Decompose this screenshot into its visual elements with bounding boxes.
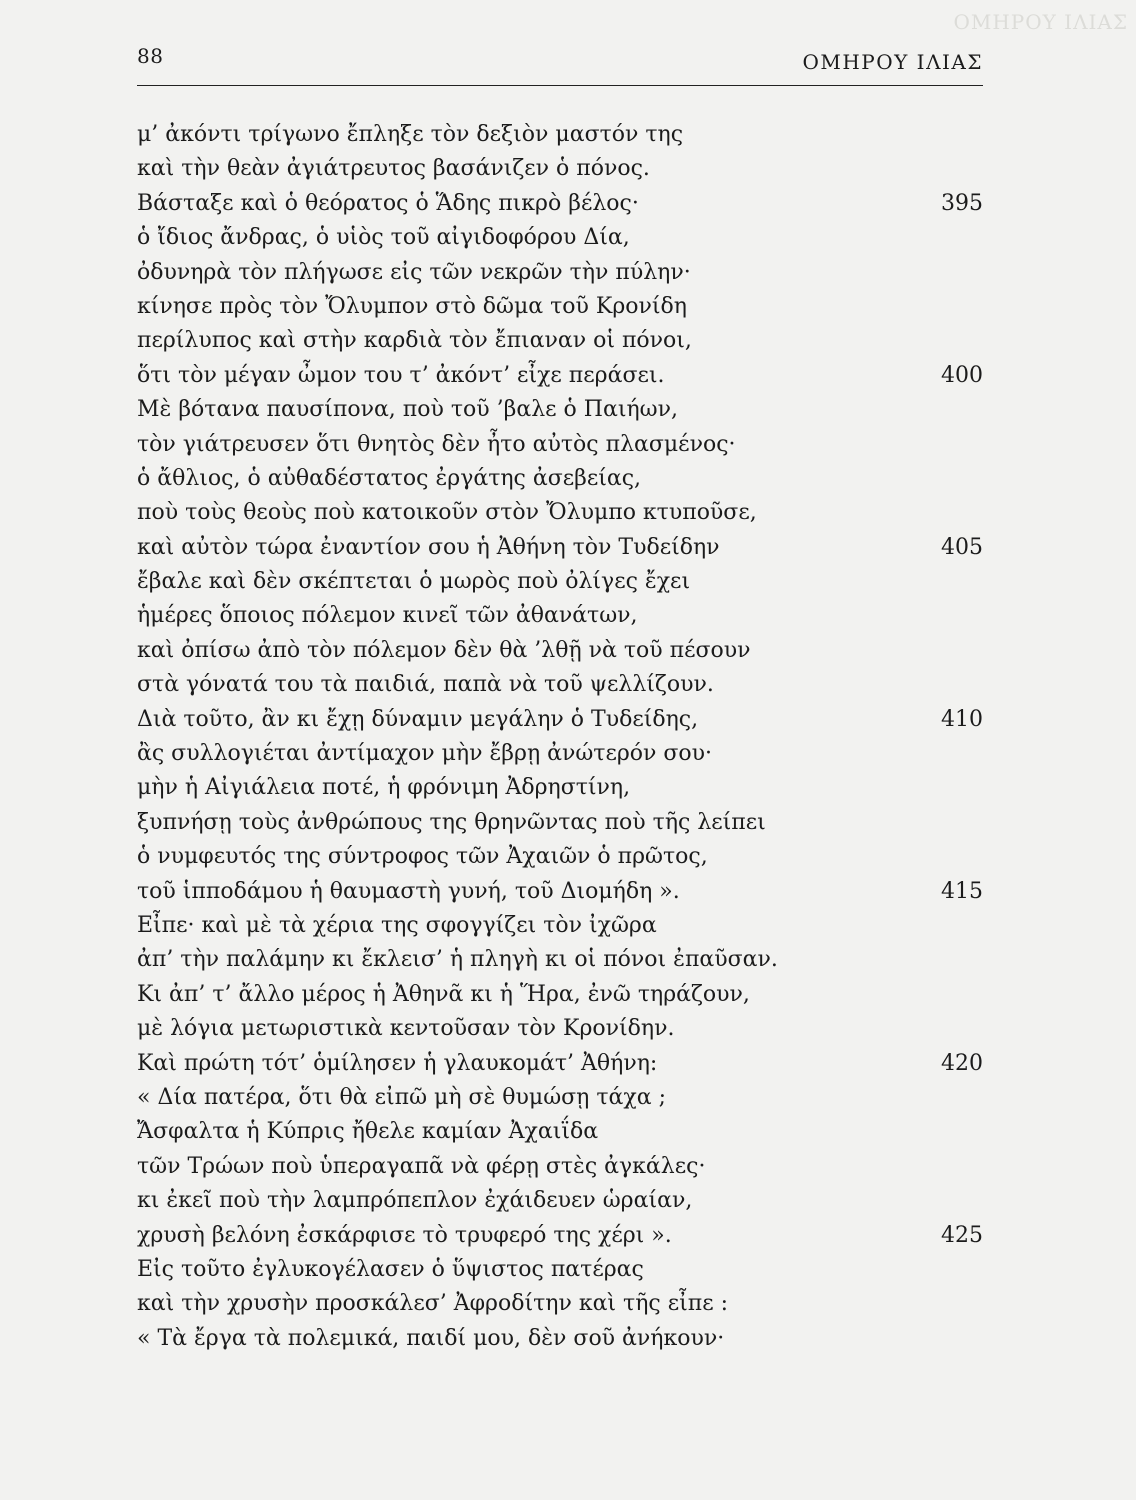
verse-line xyxy=(137,393,983,427)
verse-text: Μὲ βότανα παυσίπονα, ποὺ τοῦ ’βαλε ὁ Παιήων, xyxy=(137,397,678,423)
verse-text: τῶν Τρώων ποὺ ὑπεραγαπᾶ νὰ φέρῃ στὲς ἀγκάλες· xyxy=(137,1153,706,1179)
verse-text: « Τὰ ἔργα τὰ πολεμικά, παιδί μου, δὲν σοῦ ἀνήκουν· xyxy=(137,1325,725,1351)
verse-line xyxy=(137,221,983,255)
verse-line xyxy=(137,978,983,1012)
verse-text: ἔβαλε καὶ δὲν σκέπτεται ὁ μωρὸς ποὺ ὀλίγες ἔχει xyxy=(137,569,691,595)
verse-text: ὀδυνηρὰ τὸν πλήγωσε εἰς τῶν νεκρῶν τὴν πύλην· xyxy=(137,259,691,285)
verse-text: ξυπνήσῃ τοὺς ἀνθρώπους της θρηνῶντας ποὺ τῆς λείπει xyxy=(137,809,766,835)
verse-text: Ἄσφαλτα ἡ Κύπρις ἤθελε καμίαν Ἀχαιΐδα xyxy=(137,1119,599,1145)
verse-text: τὸν γιάτρευσεν ὅτι θνητὸς δὲν ἦτο αὐτὸς πλασμένος· xyxy=(137,431,736,457)
verse-text: κίνησε πρὸς τὸν Ὄλυμπον στὸ δῶμα τοῦ Κρονίδη xyxy=(137,293,687,319)
verse-text: Καὶ πρώτη τότ’ ὁμίλησεν ἡ γλαυκομάτ’ Ἀθήνη: xyxy=(137,1050,658,1076)
verse-line xyxy=(137,187,983,221)
verse-list xyxy=(137,118,983,1356)
verse-text: τοῦ ἱπποδάμου ἡ θαυμαστὴ γυνή, τοῦ Διομήδη ». xyxy=(137,878,680,904)
running-title: ΟΜΗΡΟΥ ΙΛΙΑΣ xyxy=(802,50,983,74)
verse-line xyxy=(137,875,983,909)
verse-line xyxy=(137,771,983,805)
bleed-through-title: ΟΜΗΡΟΥ ΙΛΙΑΣ xyxy=(953,10,1128,34)
verse-line xyxy=(137,909,983,943)
page-header xyxy=(137,44,983,76)
verse-text: ἂς συλλογιέται ἀντίμαχον μὴν ἔβρῃ ἀνώτερόν σου· xyxy=(137,741,713,767)
verse-text: ποὺ τοὺς θεοὺς ποὺ κατοικοῦν στὸν Ὄλυμπο κτυποῦσε, xyxy=(137,500,757,526)
verse-line xyxy=(137,1219,983,1253)
verse-line xyxy=(137,496,983,530)
line-number: 415 xyxy=(941,878,983,904)
verse-line xyxy=(137,703,983,737)
verse-line xyxy=(137,668,983,702)
verse-line xyxy=(137,737,983,771)
verse-text: Εἰς τοῦτο ἐγλυκογέλασεν ὁ ὕψιστος πατέρας xyxy=(137,1256,644,1282)
verse-text: ὅτι τὸν μέγαν ὦμον του τ’ ἀκόντ’ εἶχε περάσει. xyxy=(137,362,665,388)
verse-line xyxy=(137,943,983,977)
verse-text: ὁ ἄθλιος, ὁ αὐθαδέστατος ἐργάτης ἀσεβείας, xyxy=(137,465,642,491)
verse-text: περίλυπος καὶ στὴν καρδιὰ τὸν ἔπιαναν οἱ πόνοι, xyxy=(137,328,692,354)
verse-text: « Δία πατέρα, ὅτι θὰ εἰπῶ μὴ σὲ θυμώσῃ τάχα ; xyxy=(137,1084,666,1110)
verse-text: ὁ ἴδιος ἄνδρας, ὁ υἱὸς τοῦ αἰγιδοφόρου Δία, xyxy=(137,225,630,251)
verse-line xyxy=(137,152,983,186)
verse-text: μ’ ἀκόντι τρίγωνο ἔπληξε τὸν δεξιὸν μαστόν της xyxy=(137,122,684,147)
verse-text: χρυσὴ βελόνη ἐσκάρφισε τὸ τρυφερό της χέρι ». xyxy=(137,1222,672,1248)
verse-line xyxy=(137,1012,983,1046)
verse-text: Εἶπε· καὶ μὲ τὰ χέρια της σφογγίζει τὸν ἰχῶρα xyxy=(137,912,657,938)
line-number: 425 xyxy=(941,1222,983,1248)
line-number: 400 xyxy=(941,362,983,388)
verse-text: καὶ τὴν θεὰν ἀγιάτρευτος βασάνιζεν ὁ πόνος. xyxy=(137,156,650,182)
page-number: 88 xyxy=(137,44,164,68)
verse-text: κι ἐκεῖ ποὺ τὴν λαμπρόπεπλον ἐχάιδευεν ὡραίαν, xyxy=(137,1188,693,1214)
verse-text: ὁ νυμφευτός της σύντροφος τῶν Ἀχαιῶν ὁ πρῶτος, xyxy=(137,844,708,870)
verse-text: Βάσταξε καὶ ὁ θεόρατος ὁ Ἅδης πικρὸ βέλος· xyxy=(137,190,639,216)
verse-line xyxy=(137,256,983,290)
verse-line xyxy=(137,1081,983,1115)
verse-line xyxy=(137,1253,983,1287)
verse-text: ἡμέρες ὅποιος πόλεμον κινεῖ τῶν ἀθανάτων, xyxy=(137,603,638,629)
verse-line xyxy=(137,840,983,874)
verse-line xyxy=(137,1184,983,1218)
verse-line xyxy=(137,290,983,324)
verse-text: Διὰ τοῦτο, ἂν κι ἔχῃ δύναμιν μεγάλην ὁ Τυδείδης, xyxy=(137,706,699,732)
verse-line xyxy=(137,565,983,599)
verse-line xyxy=(137,806,983,840)
verse-text: μὴν ἡ Αἰγιάλεια ποτέ, ἡ φρόνιμη Ἀδρηστίνη, xyxy=(137,775,631,801)
verse-line xyxy=(137,1150,983,1184)
verse-text: καὶ τὴν χρυσὴν προσκάλεσ’ Ἀφροδίτην καὶ τῆς εἶπε : xyxy=(137,1291,728,1317)
verse-text: καὶ ὀπίσω ἀπὸ τὸν πόλεμον δὲν θὰ ’λθῇ νὰ τοῦ πέσουν xyxy=(137,637,751,663)
verse-line xyxy=(137,359,983,393)
verse-line xyxy=(137,1322,983,1356)
line-number: 395 xyxy=(941,190,983,216)
verse-text: ἀπ’ τὴν παλάμην κι ἔκλεισ’ ἡ πληγὴ κι οἱ πόνοι ἐπαῦσαν. xyxy=(137,947,778,973)
verse-line xyxy=(137,324,983,358)
verse-line xyxy=(137,1287,983,1321)
header-rule xyxy=(137,85,983,86)
verse-line xyxy=(137,428,983,462)
verse-text: Κι ἀπ’ τ’ ἄλλο μέρος ἡ Ἀθηνᾶ κι ἡ Ἥρα, ἐνῶ τηράζουν, xyxy=(137,981,750,1007)
verse-text: καὶ αὐτὸν τώρα ἐναντίον σου ἡ Ἀθήνη τὸν Τυδείδην xyxy=(137,534,720,560)
verse-line xyxy=(137,462,983,496)
verse-line xyxy=(137,531,983,565)
verse-line xyxy=(137,1047,983,1081)
verse-line xyxy=(137,1115,983,1149)
line-number: 420 xyxy=(941,1050,983,1076)
line-number: 405 xyxy=(941,534,983,560)
verse-text: στὰ γόνατά του τὰ παιδιά, παπὰ νὰ τοῦ ψελλίζουν. xyxy=(137,672,714,698)
verse-line xyxy=(137,599,983,633)
verse-line xyxy=(137,634,983,668)
verse-line xyxy=(137,118,983,152)
verse-text: μὲ λόγια μετωριστικὰ κεντοῦσαν τὸν Κρονίδην. xyxy=(137,1016,675,1042)
line-number: 410 xyxy=(941,706,983,732)
